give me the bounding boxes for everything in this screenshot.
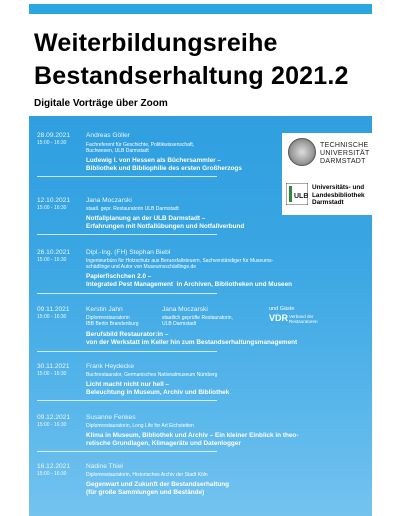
event-time: 15:00 - 16:30 xyxy=(37,205,67,211)
speaker-role: Diplomrestauratorin IBB Berlin Brandenburg xyxy=(86,315,139,328)
talk-title: Licht macht nicht nur hell – Beleuchtung in Museum, Archiv und Bibliothek xyxy=(86,381,230,396)
speaker-role: Diplomrestauratorin, Long Life for Art Eichstetten xyxy=(86,423,194,429)
separator-rule xyxy=(37,176,217,177)
speaker-name: Jana Moczarski xyxy=(86,197,132,204)
speaker-role: Buchrestaurator, Germanisches Nationalmuseum Nürnberg xyxy=(86,372,218,378)
event-date: 12.10.2021 xyxy=(37,197,71,204)
separator-rule xyxy=(37,293,217,294)
vdr-logo-mark: VDR xyxy=(269,313,289,323)
speaker-role: Diplomrestauratorin, Historisches Archiv der Stadt Köln xyxy=(86,472,208,478)
logo-box xyxy=(282,133,372,215)
event-date: 16.12.2021 xyxy=(37,463,71,470)
event-time: 15:00 - 16:30 xyxy=(37,257,67,263)
event-date: 09.12.2021 xyxy=(37,414,71,421)
event-date: 26.10.2021 xyxy=(37,249,71,256)
svg-text:ULB: ULB xyxy=(294,193,308,200)
speaker-name: Frank Heydecke xyxy=(86,363,135,370)
page-title-line1: Weiterbildungsreihe xyxy=(34,29,278,57)
event-time: 15:00 - 16:30 xyxy=(37,422,67,428)
separator-rule xyxy=(37,234,217,235)
event-date: 30.11.2021 xyxy=(37,363,70,370)
ulb-logo-text: Universitäts- und Landesbibliothek Darmstadt xyxy=(312,184,365,207)
speaker-role-2: staatlich geprüfte Restauratorin, ULB Darmstadt xyxy=(162,315,233,328)
event-time: 15:00 - 16:30 xyxy=(37,371,67,377)
speaker-role: Ingenieurbüro für Holzschutz aus Beruesfallsteuern, Sachverständiger für Museums- schädlinge und Autor von Museumsschädlinge.de xyxy=(86,258,274,271)
tud-logo-text: TECHNISCHE UNIVERSITÄT DARMSTADT xyxy=(320,142,370,165)
top-accent-bar xyxy=(29,4,372,14)
separator-rule xyxy=(37,400,217,401)
speaker-name-2: Jana Moczarski xyxy=(162,306,208,313)
event-date: 28.09.2021 xyxy=(37,132,71,139)
vdr-logo-text: Verband der Restauratoren xyxy=(289,314,318,324)
speaker-role: Fachreferent für Geschichte, Politikwissenschaft, Buchwesen, ULB Darmstadt xyxy=(86,142,195,155)
speaker-name: Nadine Thiel xyxy=(86,463,123,470)
separator-rule xyxy=(37,451,217,452)
guests-label: und Gäste xyxy=(269,306,295,312)
speaker-role: staatl. gepr. Restauratorin ULB Darmstadt xyxy=(86,206,179,212)
talk-title: Berufsbild Restaurator:in – von der Werkstatt im Keller hin zum Bestandserhaltungsmanagement xyxy=(86,331,298,346)
event-time: 15:00 - 16:30 xyxy=(37,140,67,146)
page-title-line2: Bestandserhaltung 2021.2 xyxy=(34,62,349,90)
event-time: 15:00 - 16:30 xyxy=(37,314,67,320)
tud-seal-icon xyxy=(288,138,316,166)
speaker-name: Susanne Fenkes xyxy=(86,414,136,421)
page-subtitle: Digitale Vorträge über Zoom xyxy=(34,98,168,109)
talk-title: Klima in Museum, Bibliothek und Archiv – Ein kleiner Einblick in theo- retische Grundlagen, Klimageräte und Datenlogger xyxy=(86,432,299,447)
event-date: 09.11.2021 xyxy=(37,306,70,313)
speaker-name: Andreas Göller xyxy=(86,132,130,139)
talk-title: Gegenwart und Zukunft der Bestandserhaltung (für große Sammlungen und Bestände) xyxy=(86,481,230,496)
talk-title: Ludewig I. von Hessen als Büchersammler – Bibliothek und Bibliophilie des ersten Großherzogs xyxy=(86,157,242,172)
talk-title: Papierfischchen 2.0 – Integrated Pest Management in Archiven, Bibliotheken und Museen xyxy=(86,273,293,288)
ulb-logo-icon xyxy=(286,183,308,205)
separator-rule xyxy=(37,351,217,352)
speaker-name: Kerstin Jahn xyxy=(86,306,123,313)
speaker-name: Dipl.-Ing. (FH) Stephan Biebl xyxy=(86,249,171,256)
talk-title: Notfallplanung an der ULB Darmstadt – Erfahrungen mit Notfallübungen und Notfallverbund xyxy=(86,215,245,230)
event-time: 15:00 - 16:30 xyxy=(37,471,67,477)
